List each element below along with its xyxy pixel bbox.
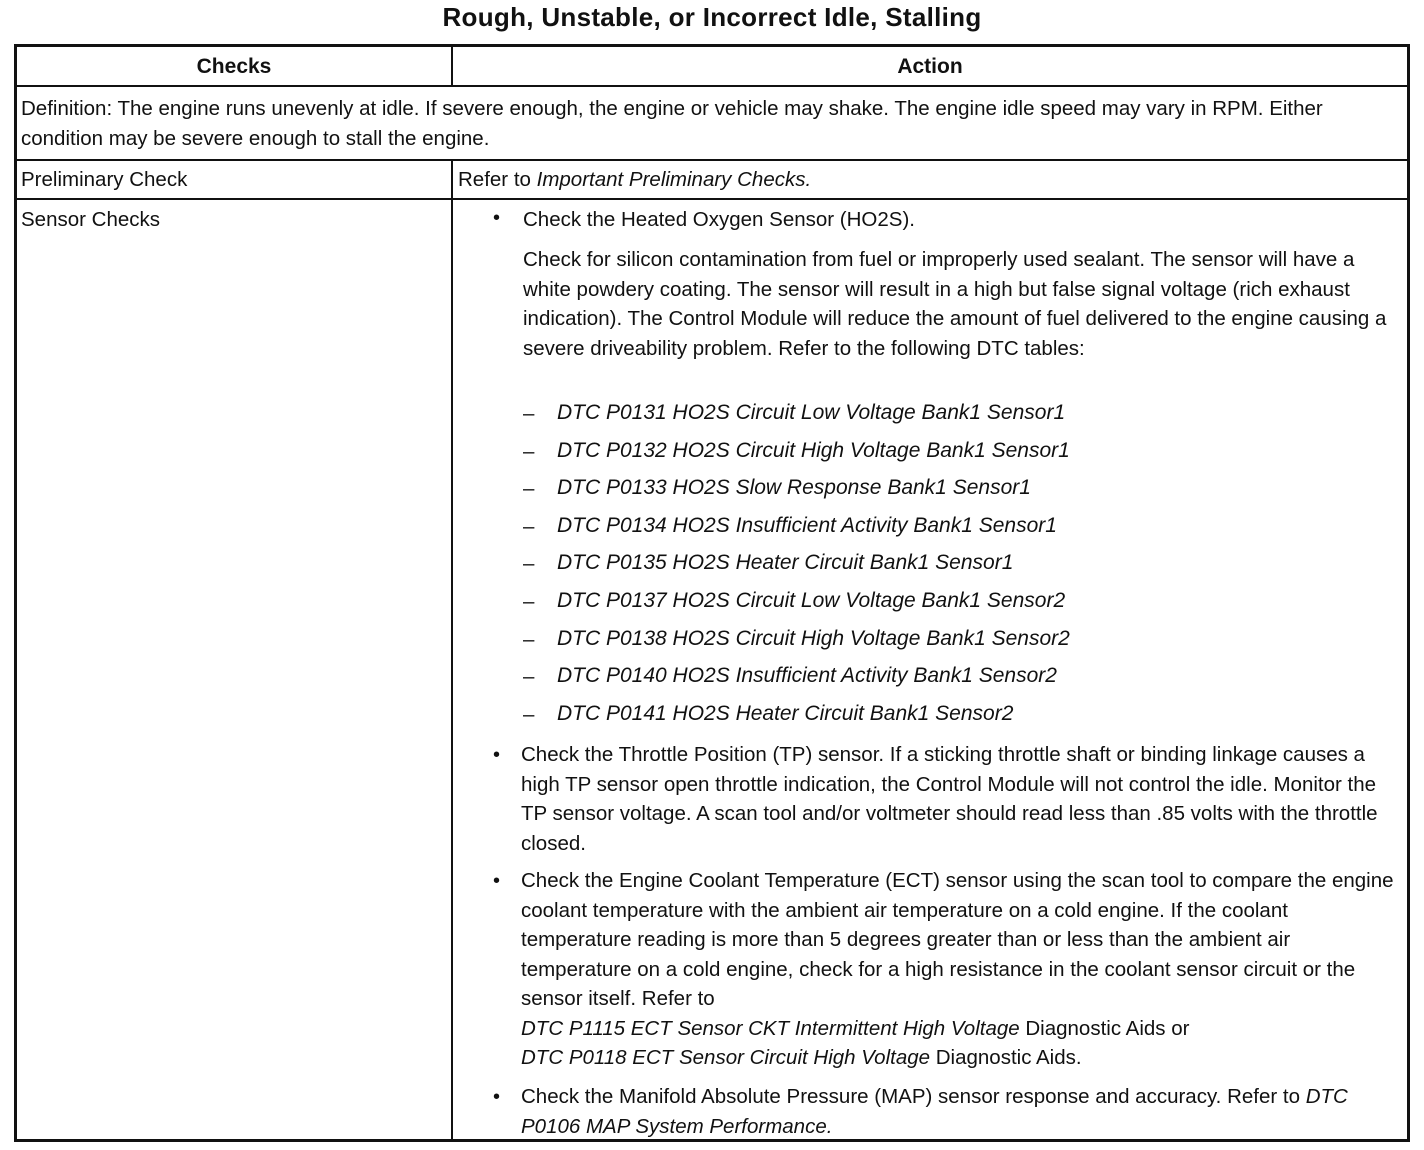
page-title: Rough, Unstable, or Incorrect Idle, Stalling — [442, 2, 982, 32]
list-item: DTC P0140 HO2S Insufficient Activity Bank1 Sensor2 — [557, 664, 1057, 687]
diagnostic-table — [14, 44, 1410, 1142]
bullet-icon: • — [493, 207, 501, 229]
preliminary-action-prefix: Refer to — [458, 168, 537, 191]
preliminary-action-ref: Important Preliminary Checks. — [536, 168, 812, 191]
dash-icon: – — [523, 552, 535, 575]
ect-mid: Diagnostic Aids or — [1019, 1016, 1190, 1040]
dash-icon: – — [523, 703, 535, 726]
list-item: DTC P0138 HO2S Circuit High Voltage Bank1 Sensor2 — [557, 627, 1070, 650]
bullet-icon: • — [493, 1086, 501, 1108]
list-item: DTC P0134 HO2S Insufficient Activity Bank1 Sensor1 — [557, 514, 1057, 537]
checks-header: Checks — [196, 55, 272, 78]
dash-icon: – — [523, 665, 535, 688]
ect-ref-1: DTC P1115 ECT Sensor CKT Intermittent High Voltage — [521, 1016, 1020, 1040]
dash-icon: – — [523, 440, 535, 463]
column-divider-body — [451, 160, 453, 1139]
list-item: DTC P0133 HO2S Slow Response Bank1 Sensor1 — [557, 476, 1031, 499]
list-item: DTC P0131 HO2S Circuit Low Voltage Bank1 Sensor1 — [557, 401, 1066, 424]
dash-icon: – — [523, 402, 535, 425]
list-item: DTC P0132 HO2S Circuit High Voltage Bank1 Sensor1 — [557, 439, 1070, 462]
list-item: DTC P0141 HO2S Heater Circuit Bank1 Sensor2 — [557, 702, 1014, 725]
dash-icon: – — [523, 477, 535, 500]
tp-sensor-text: Check the Throttle Position (TP) sensor. If a sticking throttle shaft or binding linkage causes a high TP sensor open throttle indication, the Control Module will not control the idle. Monitor the TP sensor voltage. A scan tool and/or voltmeter should read less than .85 volts with the throttle closed. — [521, 743, 1378, 855]
ect-ref-2: DTC P0118 ECT Sensor Circuit High Voltage — [521, 1046, 931, 1069]
bullet-icon: • — [493, 744, 501, 766]
preliminary-check-label: Preliminary Check — [21, 168, 188, 191]
sensor-checks-label: Sensor Checks — [21, 208, 161, 231]
action-header: Action — [897, 55, 963, 78]
map-ref: DTC P0106 MAP System Performance. — [521, 1085, 1348, 1138]
dash-icon: – — [523, 590, 535, 613]
list-item: DTC P0135 HO2S Heater Circuit Bank1 Sensor1 — [557, 551, 1014, 574]
ho2s-heading: Check the Heated Oxygen Sensor (HO2S). — [523, 208, 915, 231]
definition-text: Definition: The engine runs unevenly at idle. If severe enough, the engine or vehicle may shake. The engine idle speed may vary in RPM. Either condition may be severe enough to stall the engine. — [21, 97, 1323, 150]
preliminary-action — [458, 165, 811, 195]
ho2s-body: Check for silicon contamination from fuel or improperly used sealant. The sensor will have a white powdery coating. The sensor will result in a high but false signal voltage (rich exhaust indication). The Control Module will reduce the amount of fuel delivered to the engine causing a severe driveability problem. Refer to the following DTC tables: — [523, 248, 1387, 360]
bullet-icon: • — [493, 870, 501, 892]
definition-divider — [17, 159, 1407, 161]
list-item: DTC P0137 HO2S Circuit Low Voltage Bank1 Sensor2 — [557, 589, 1066, 612]
ect-sensor-text — [521, 866, 1397, 1073]
map-body: Check the Manifold Absolute Pressure (MAP) sensor response and accuracy. Refer to — [521, 1085, 1306, 1108]
ect-body: Check the Engine Coolant Temperature (ECT) sensor using the scan tool to compare the engine coolant temperature with the ambient air temperature on a cold engine. If the coolant temperature reading is more than 5 degrees greater than or less than the ambient air temperature on a cold engine, check for a high resistance in the coolant sensor circuit or the sensor itself. Refer to — [521, 869, 1394, 1010]
dash-icon: – — [523, 515, 535, 538]
preliminary-divider — [17, 198, 1407, 200]
ect-end: Diagnostic Aids. — [930, 1046, 1082, 1069]
dash-icon: – — [523, 628, 535, 651]
map-sensor-text — [521, 1082, 1397, 1141]
